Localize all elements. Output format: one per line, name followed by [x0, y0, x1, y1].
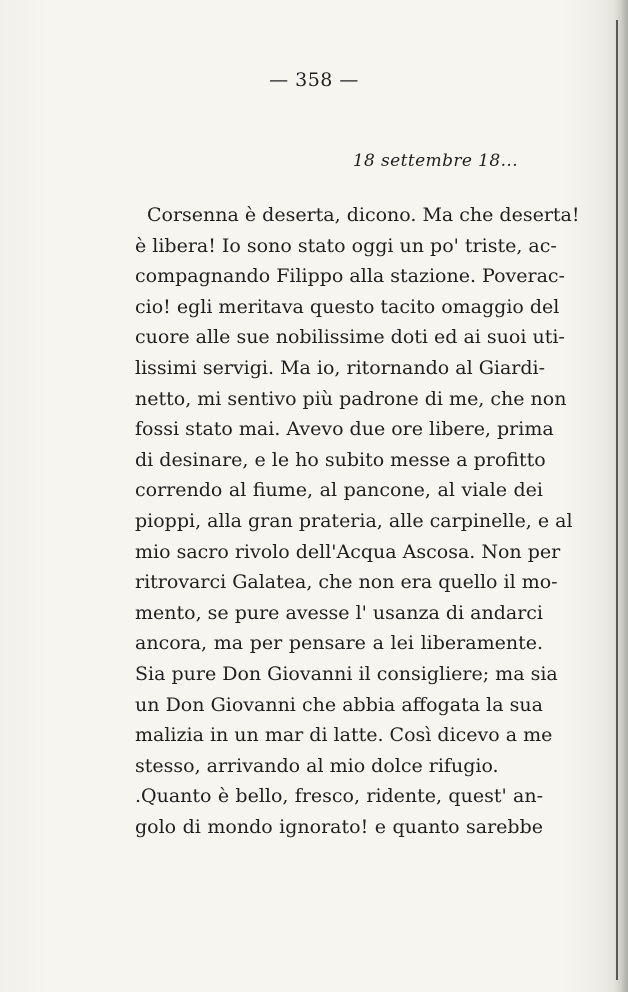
- text-line: lissimi servigi. Ma io, ritornando al Giardi-: [135, 356, 546, 379]
- text-line: fossi stato mai. Avevo due ore libere, prima: [135, 418, 554, 441]
- text-line: Corsenna è deserta, dicono. Ma che deserta!: [147, 204, 580, 226]
- body-text: [135, 200, 580, 842]
- text-line: cuore alle sue nobilissime doti ed ai suoi uti-: [135, 326, 565, 349]
- text-line: ancora, ma per pensare a lei liberamente.: [135, 632, 543, 655]
- text-line: un Don Giovanni che abbia affogata la sua: [135, 693, 543, 716]
- paragraph-1: [135, 200, 580, 781]
- text-line: cio! egli meritava questo tacito omaggio del: [135, 295, 560, 318]
- text-line: netto, mi sentivo più padrone di me, che non: [135, 387, 567, 410]
- text-line: di desinare, e le ho subito messe a profitto: [135, 448, 546, 471]
- text-line: stesso, arrivando al mio dolce rifugio.: [135, 754, 499, 777]
- text-line: .Quanto è bello, fresco, ridente, quest' an-: [135, 785, 543, 808]
- text-line: mio sacro rivolo dell'Acqua Ascosa. Non per: [135, 540, 561, 563]
- text-line: mento, se pure avesse l' usanza di andarci: [135, 601, 543, 624]
- paragraph-2: [135, 781, 543, 842]
- page-edge-line: [616, 20, 618, 980]
- text-line: è libera! Io sono stato oggi un po' triste, ac-: [135, 234, 557, 257]
- text-line: Sia pure Don Giovanni il consigliere; ma sia: [135, 662, 558, 685]
- text-line: correndo al fiume, al pancone, al viale dei: [135, 479, 543, 502]
- text-line: ritrovarci Galatea, che non era quello il mo-: [135, 571, 558, 594]
- page-number: — 358 —: [269, 69, 359, 91]
- text-line: pioppi, alla gran prateria, alle carpinelle, e al: [135, 509, 573, 532]
- text-line: compagnando Filippo alla stazione. Poverac-: [135, 265, 565, 288]
- text-line: malizia in un mar di latte. Così dicevo a me: [135, 724, 553, 747]
- text-line: golo di mondo ignorato! e quanto sarebbe: [135, 815, 543, 838]
- letter-date: 18 settembre 18...: [352, 151, 518, 171]
